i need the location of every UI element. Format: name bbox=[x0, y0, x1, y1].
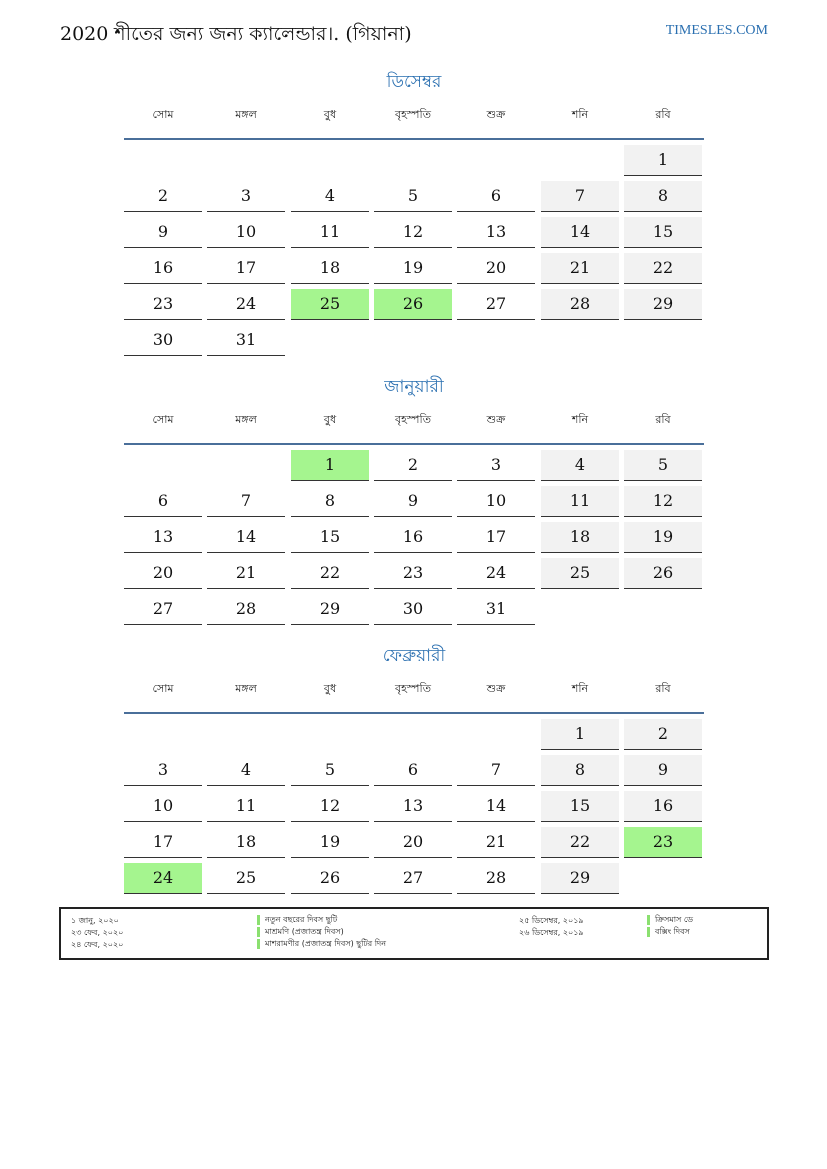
day-cell: 29 bbox=[291, 594, 369, 625]
day-cell: 28 bbox=[207, 594, 285, 625]
month-january bbox=[124, 375, 704, 618]
day-cell: 1 bbox=[624, 145, 702, 176]
month-february bbox=[124, 644, 704, 887]
day-cell: 20 bbox=[124, 558, 202, 589]
day-cell: 6 bbox=[124, 486, 202, 517]
weekday-label: রবি bbox=[655, 413, 671, 426]
day-cell: 11 bbox=[207, 791, 285, 822]
day-cell: 19 bbox=[374, 253, 452, 284]
weekday-label: সোম bbox=[152, 682, 174, 695]
day-cell: 19 bbox=[624, 522, 702, 553]
day-cell: 27 bbox=[457, 289, 535, 320]
day-cell: 8 bbox=[541, 755, 619, 786]
day-cell: 12 bbox=[374, 217, 452, 248]
day-cell: 20 bbox=[374, 827, 452, 858]
day-cell: 18 bbox=[541, 522, 619, 553]
legend-holiday-name: বক্সিং দিবস bbox=[647, 927, 690, 937]
legend-holiday-name: মাশরামণীর (প্রজাতন্ত্র দিবস) ছুটির দিন bbox=[257, 939, 386, 949]
weekday-label: শনি bbox=[571, 413, 589, 426]
day-cell: 17 bbox=[124, 827, 202, 858]
day-cell: 14 bbox=[457, 791, 535, 822]
weekday-label: বুধ bbox=[323, 108, 337, 121]
day-cell: 28 bbox=[457, 863, 535, 894]
page-title: 2020 শীতের জন্য জন্য ক্যালেন্ডার।. (গিয়ানা) bbox=[60, 23, 412, 45]
day-cell: 29 bbox=[541, 863, 619, 894]
weekday-header bbox=[124, 100, 704, 140]
day-cell: 18 bbox=[291, 253, 369, 284]
legend-holiday-name: ক্রিসমাস ডে bbox=[647, 915, 693, 925]
holiday-legend bbox=[59, 907, 769, 960]
day-cell: 18 bbox=[207, 827, 285, 858]
day-cell: 22 bbox=[291, 558, 369, 589]
day-cell: 20 bbox=[457, 253, 535, 284]
day-cell: 23 bbox=[374, 558, 452, 589]
day-cell: 31 bbox=[457, 594, 535, 625]
day-cell: 28 bbox=[541, 289, 619, 320]
day-cell: 23 bbox=[124, 289, 202, 320]
weekday-label: শনি bbox=[571, 108, 589, 121]
legend-date: ২৪ ফেব, ২০২০ bbox=[71, 940, 124, 949]
weekday-label: বুধ bbox=[323, 682, 337, 695]
legend-date: ২৩ ফেব, ২০২০ bbox=[71, 928, 124, 937]
day-cell: 10 bbox=[457, 486, 535, 517]
day-cell: 12 bbox=[624, 486, 702, 517]
day-cell: 13 bbox=[457, 217, 535, 248]
day-cell: 5 bbox=[374, 181, 452, 212]
weekday-label: শনি bbox=[571, 682, 589, 695]
site-link[interactable]: TIMESLES.COM bbox=[665, 23, 768, 38]
weekday-label: বৃহস্পতি bbox=[395, 108, 431, 121]
month-december bbox=[124, 70, 704, 349]
day-cell: 31 bbox=[207, 325, 285, 356]
day-cell: 11 bbox=[291, 217, 369, 248]
day-cell: 14 bbox=[207, 522, 285, 553]
day-cell: 11 bbox=[541, 486, 619, 517]
day-cell: 1 bbox=[541, 719, 619, 750]
legend-holiday-name: মাশ্রমণি (প্রজাতন্ত্র দিবস) bbox=[257, 927, 344, 937]
holiday-day-cell: 23 bbox=[624, 827, 702, 858]
day-cell: 25 bbox=[541, 558, 619, 589]
day-cell: 15 bbox=[291, 522, 369, 553]
holiday-day-cell: 25 bbox=[291, 289, 369, 320]
month-title: ডিসেম্বর bbox=[386, 72, 442, 92]
day-cell: 5 bbox=[624, 450, 702, 481]
day-cell: 26 bbox=[624, 558, 702, 589]
weekday-label: মঙ্গল bbox=[235, 413, 257, 426]
day-cell: 27 bbox=[124, 594, 202, 625]
weekday-label: রবি bbox=[655, 108, 671, 121]
day-cell: 21 bbox=[457, 827, 535, 858]
day-cell: 24 bbox=[457, 558, 535, 589]
holiday-day-cell: 1 bbox=[291, 450, 369, 481]
day-cell: 17 bbox=[207, 253, 285, 284]
weekday-label: শুক্র bbox=[486, 108, 506, 121]
day-cell: 8 bbox=[291, 486, 369, 517]
day-cell: 6 bbox=[374, 755, 452, 786]
holiday-day-cell: 24 bbox=[124, 863, 202, 894]
day-cell: 3 bbox=[457, 450, 535, 481]
weekday-header bbox=[124, 405, 704, 445]
day-cell: 30 bbox=[374, 594, 452, 625]
day-cell: 5 bbox=[291, 755, 369, 786]
day-cell: 9 bbox=[374, 486, 452, 517]
day-cell: 26 bbox=[291, 863, 369, 894]
legend-date: ১ জানু, ২০২০ bbox=[71, 916, 119, 925]
day-cell: 9 bbox=[124, 217, 202, 248]
day-cell: 4 bbox=[291, 181, 369, 212]
weekday-label: সোম bbox=[152, 413, 174, 426]
day-cell: 2 bbox=[374, 450, 452, 481]
day-cell: 13 bbox=[124, 522, 202, 553]
day-cell: 30 bbox=[124, 325, 202, 356]
weekday-label: বৃহস্পতি bbox=[395, 682, 431, 695]
day-cell: 16 bbox=[624, 791, 702, 822]
day-cell: 14 bbox=[541, 217, 619, 248]
day-cell: 21 bbox=[207, 558, 285, 589]
weekday-label: বুধ bbox=[323, 413, 337, 426]
legend-date: ২৬ ডিসেম্বর, ২০১৯ bbox=[519, 928, 584, 937]
day-cell: 7 bbox=[207, 486, 285, 517]
day-cell: 10 bbox=[124, 791, 202, 822]
month-title: জানুয়ারী bbox=[384, 377, 444, 397]
day-cell: 19 bbox=[291, 827, 369, 858]
day-cell: 24 bbox=[207, 289, 285, 320]
day-cell: 7 bbox=[457, 755, 535, 786]
weekday-header bbox=[124, 674, 704, 714]
day-cell: 8 bbox=[624, 181, 702, 212]
day-cell: 9 bbox=[624, 755, 702, 786]
holiday-day-cell: 26 bbox=[374, 289, 452, 320]
day-cell: 15 bbox=[624, 217, 702, 248]
day-cell: 22 bbox=[541, 827, 619, 858]
day-cell: 16 bbox=[374, 522, 452, 553]
weekday-label: শুক্র bbox=[486, 413, 506, 426]
day-cell: 3 bbox=[207, 181, 285, 212]
day-cell: 4 bbox=[207, 755, 285, 786]
day-cell: 16 bbox=[124, 253, 202, 284]
day-cell: 21 bbox=[541, 253, 619, 284]
day-cell: 29 bbox=[624, 289, 702, 320]
weekday-label: বৃহস্পতি bbox=[395, 413, 431, 426]
day-cell: 25 bbox=[207, 863, 285, 894]
day-cell: 3 bbox=[124, 755, 202, 786]
weekday-label: মঙ্গল bbox=[235, 682, 257, 695]
day-cell: 13 bbox=[374, 791, 452, 822]
weekday-label: সোম bbox=[152, 108, 174, 121]
month-title: ফেব্রুয়ারী bbox=[382, 646, 446, 666]
day-cell: 2 bbox=[124, 181, 202, 212]
legend-date: ২৫ ডিসেম্বর, ২০১৯ bbox=[519, 916, 584, 925]
legend-holiday-name: নতুন বছরের দিবস ছুটি bbox=[257, 915, 337, 925]
weekday-label: শুক্র bbox=[486, 682, 506, 695]
day-cell: 12 bbox=[291, 791, 369, 822]
day-cell: 10 bbox=[207, 217, 285, 248]
day-cell: 2 bbox=[624, 719, 702, 750]
day-cell: 15 bbox=[541, 791, 619, 822]
day-cell: 17 bbox=[457, 522, 535, 553]
day-cell: 22 bbox=[624, 253, 702, 284]
day-cell: 7 bbox=[541, 181, 619, 212]
day-cell: 27 bbox=[374, 863, 452, 894]
day-cell: 4 bbox=[541, 450, 619, 481]
day-cell: 6 bbox=[457, 181, 535, 212]
weekday-label: রবি bbox=[655, 682, 671, 695]
weekday-label: মঙ্গল bbox=[235, 108, 257, 121]
